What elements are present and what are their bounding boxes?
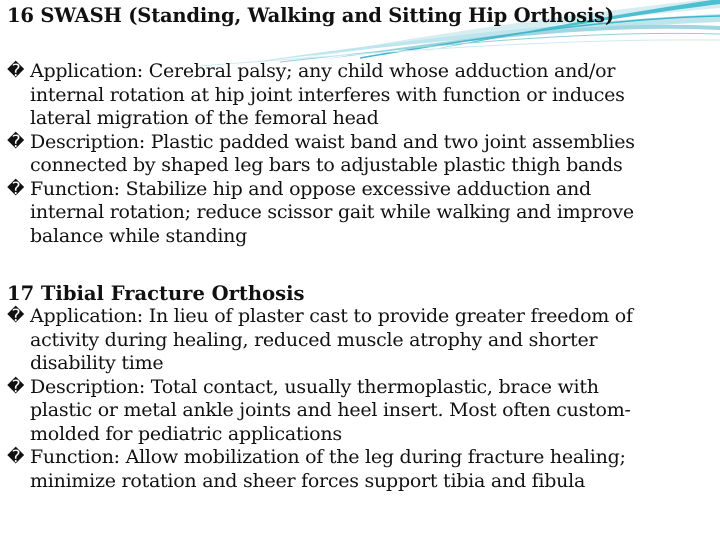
item-line: Function: Allow mobilization of the leg during fracture healing; <box>30 446 626 468</box>
list-item-description <box>7 376 713 447</box>
item-line: internal rotation; reduce scissor gait while walking and improve <box>30 201 634 223</box>
list-item-function <box>7 178 713 249</box>
list-item-description <box>7 131 713 178</box>
section-gap <box>7 248 713 282</box>
item-line: Description: Total contact, usually thermoplastic, brace with <box>30 375 599 398</box>
item-line: Application: In lieu of plaster cast to provide greater freedom of <box>30 305 633 327</box>
item-line: activity during healing, reduced muscle atrophy and shorter <box>30 328 598 351</box>
item-line: Description: Plastic padded waist band and two joint assemblies <box>30 130 635 153</box>
bullet-icon: � <box>7 447 25 467</box>
section-1-list <box>7 60 713 248</box>
bullet-icon: � <box>7 178 25 199</box>
item-line: Function: Stabilize hip and oppose excessive adduction and <box>30 177 591 200</box>
item-line: internal rotation at hip joint interferes with function or induces <box>30 83 625 106</box>
bullet-icon: � <box>7 61 25 81</box>
item-line: Application: Cerebral palsy; any child whose adduction and/or <box>30 60 616 82</box>
item-line: connected by shaped leg bars to adjustable plastic thigh bands <box>30 154 623 176</box>
list-item-application <box>7 60 713 131</box>
list-item-function <box>7 446 713 493</box>
section-2-list <box>7 305 713 493</box>
list-item-application <box>7 305 713 376</box>
item-line: balance while standing <box>30 224 248 247</box>
bullet-icon: � <box>7 306 25 326</box>
item-line: disability time <box>30 352 164 374</box>
item-line: plastic or metal ankle joints and heel insert. Most often custom- <box>30 399 631 421</box>
slide-body <box>7 60 713 493</box>
item-line: minimize rotation and sheer forces support tibia and fibula <box>30 469 586 492</box>
item-line: lateral migration of the femoral head <box>30 107 379 129</box>
bullet-icon: � <box>7 376 25 397</box>
bullet-icon: � <box>7 131 25 152</box>
section-1-title: 16 SWASH (Standing, Walking and Sitting Hip Orthosis) <box>7 4 614 27</box>
section-2-title: 17 Tibial Fracture Orthosis <box>7 282 305 305</box>
item-line: molded for pediatric applications <box>30 422 342 445</box>
